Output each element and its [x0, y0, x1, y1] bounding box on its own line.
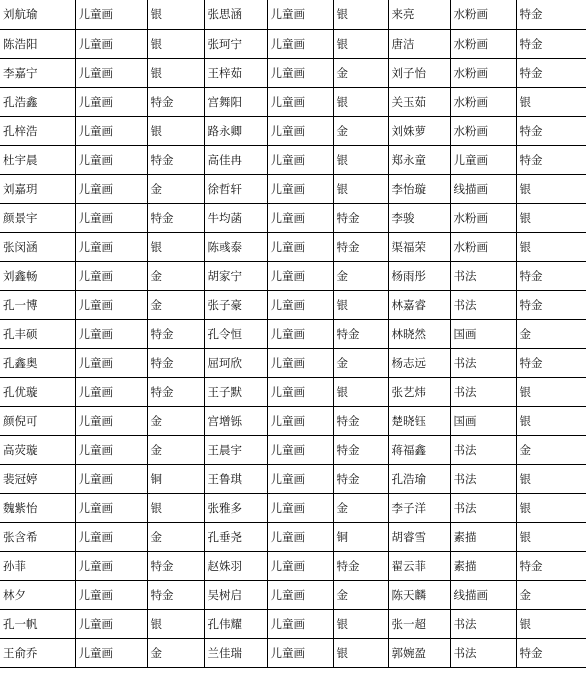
student-name-cell: 杨志远 [388, 348, 450, 377]
category-cell: 儿童画 [267, 87, 333, 116]
category-cell: 儿童画 [267, 522, 333, 551]
award-cell: 特金 [333, 435, 388, 464]
category-cell: 儿童画 [75, 522, 147, 551]
award-cell: 银 [516, 406, 586, 435]
category-cell: 儿童画 [75, 580, 147, 609]
award-cell: 银 [333, 29, 388, 58]
student-name-cell: 兰佳瑞 [204, 638, 267, 667]
category-cell: 儿童画 [450, 145, 516, 174]
student-name-cell: 陈浩阳 [0, 29, 75, 58]
student-name-cell: 王晨宇 [204, 435, 267, 464]
student-name-cell: 吴树启 [204, 580, 267, 609]
category-cell: 儿童画 [267, 377, 333, 406]
student-name-cell: 李怡璇 [388, 174, 450, 203]
category-cell: 儿童画 [267, 116, 333, 145]
table-row [0, 87, 586, 116]
award-cell: 银 [147, 29, 204, 58]
student-name-cell: 王俞乔 [0, 638, 75, 667]
category-cell: 儿童画 [75, 348, 147, 377]
student-name-cell: 李嘉宁 [0, 58, 75, 87]
category-cell: 儿童画 [75, 551, 147, 580]
award-cell: 银 [333, 145, 388, 174]
award-cell: 特金 [147, 551, 204, 580]
table-row [0, 551, 586, 580]
student-name-cell: 林嘉睿 [388, 290, 450, 319]
category-cell: 书法 [450, 435, 516, 464]
award-cell: 银 [147, 116, 204, 145]
category-cell: 书法 [450, 464, 516, 493]
category-cell: 水粉画 [450, 0, 516, 29]
category-cell: 儿童画 [267, 145, 333, 174]
student-name-cell: 宫增铄 [204, 406, 267, 435]
category-cell: 儿童画 [267, 406, 333, 435]
student-name-cell: 魏紫怡 [0, 493, 75, 522]
category-cell: 儿童画 [267, 290, 333, 319]
table-row [0, 261, 586, 290]
award-cell: 银 [516, 464, 586, 493]
award-cell: 特金 [516, 0, 586, 29]
category-cell: 儿童画 [267, 609, 333, 638]
student-name-cell: 李子洋 [388, 493, 450, 522]
category-cell: 儿童画 [75, 319, 147, 348]
table-row [0, 319, 586, 348]
table-row [0, 638, 586, 667]
table-row [0, 406, 586, 435]
award-cell: 金 [516, 580, 586, 609]
table-row [0, 348, 586, 377]
category-cell: 儿童画 [75, 174, 147, 203]
award-cell: 银 [147, 0, 204, 29]
category-cell: 书法 [450, 377, 516, 406]
student-name-cell: 孔梓浩 [0, 116, 75, 145]
award-cell: 特金 [147, 319, 204, 348]
student-name-cell: 翟云菲 [388, 551, 450, 580]
table-row [0, 174, 586, 203]
student-name-cell: 胡睿雪 [388, 522, 450, 551]
award-cell: 铜 [333, 522, 388, 551]
category-cell: 国画 [450, 319, 516, 348]
award-cell: 银 [516, 377, 586, 406]
category-cell: 儿童画 [75, 0, 147, 29]
award-cell: 特金 [333, 203, 388, 232]
table-row [0, 580, 586, 609]
student-name-cell: 李骏 [388, 203, 450, 232]
award-cell: 特金 [333, 232, 388, 261]
student-name-cell: 孔浩瑜 [388, 464, 450, 493]
student-name-cell: 孔伟耀 [204, 609, 267, 638]
student-name-cell: 刘姝萝 [388, 116, 450, 145]
category-cell: 儿童画 [267, 493, 333, 522]
category-cell: 儿童画 [75, 464, 147, 493]
student-name-cell: 唐洁 [388, 29, 450, 58]
award-cell: 特金 [516, 58, 586, 87]
student-name-cell: 关玉茹 [388, 87, 450, 116]
student-name-cell: 赵姝羽 [204, 551, 267, 580]
student-name-cell: 刘鑫畅 [0, 261, 75, 290]
student-name-cell: 郭婉盈 [388, 638, 450, 667]
category-cell: 儿童画 [75, 406, 147, 435]
award-cell: 银 [516, 609, 586, 638]
student-name-cell: 孔垂尧 [204, 522, 267, 551]
award-cell: 金 [516, 435, 586, 464]
category-cell: 儿童画 [267, 58, 333, 87]
category-cell: 儿童画 [267, 464, 333, 493]
award-cell: 金 [516, 319, 586, 348]
student-name-cell: 楚晓钰 [388, 406, 450, 435]
category-cell: 线描画 [450, 174, 516, 203]
award-cell: 特金 [516, 348, 586, 377]
student-name-cell: 刘嘉玥 [0, 174, 75, 203]
student-name-cell: 张思涵 [204, 0, 267, 29]
student-name-cell: 孔令恒 [204, 319, 267, 348]
award-cell: 银 [147, 493, 204, 522]
category-cell: 儿童画 [267, 0, 333, 29]
category-cell: 儿童画 [267, 638, 333, 667]
award-cell: 银 [516, 232, 586, 261]
award-cell: 特金 [147, 203, 204, 232]
award-cell: 特金 [516, 290, 586, 319]
award-cell: 金 [147, 638, 204, 667]
table-row [0, 609, 586, 638]
student-name-cell: 高佳冉 [204, 145, 267, 174]
table-row [0, 0, 586, 29]
award-cell: 银 [333, 87, 388, 116]
award-cell: 特金 [516, 116, 586, 145]
category-cell: 儿童画 [267, 319, 333, 348]
category-cell: 儿童画 [267, 29, 333, 58]
category-cell: 书法 [450, 493, 516, 522]
student-name-cell: 孔一博 [0, 290, 75, 319]
award-cell: 特金 [516, 551, 586, 580]
student-name-cell: 王梓茹 [204, 58, 267, 87]
category-cell: 素描 [450, 522, 516, 551]
student-name-cell: 孔丰硕 [0, 319, 75, 348]
category-cell: 儿童画 [75, 232, 147, 261]
category-cell: 儿童画 [75, 203, 147, 232]
table-row [0, 203, 586, 232]
student-name-cell: 孔优璇 [0, 377, 75, 406]
category-cell: 儿童画 [75, 290, 147, 319]
student-name-cell: 刘航瑜 [0, 0, 75, 29]
award-cell: 金 [147, 174, 204, 203]
category-cell: 水粉画 [450, 87, 516, 116]
award-cell: 金 [333, 580, 388, 609]
student-name-cell: 路永卿 [204, 116, 267, 145]
category-cell: 水粉画 [450, 29, 516, 58]
category-cell: 书法 [450, 638, 516, 667]
student-name-cell: 蒋福鑫 [388, 435, 450, 464]
table-row [0, 464, 586, 493]
award-cell: 特金 [147, 87, 204, 116]
award-cell: 银 [516, 87, 586, 116]
award-cell: 银 [516, 522, 586, 551]
category-cell: 儿童画 [267, 435, 333, 464]
category-cell: 水粉画 [450, 203, 516, 232]
category-cell: 国画 [450, 406, 516, 435]
award-cell: 银 [147, 232, 204, 261]
award-cell: 金 [333, 493, 388, 522]
student-name-cell: 孙菲 [0, 551, 75, 580]
category-cell: 儿童画 [267, 580, 333, 609]
award-cell: 特金 [147, 145, 204, 174]
student-name-cell: 林晓然 [388, 319, 450, 348]
category-cell: 书法 [450, 261, 516, 290]
student-name-cell: 徐哲轩 [204, 174, 267, 203]
category-cell: 儿童画 [75, 638, 147, 667]
award-cell: 金 [147, 406, 204, 435]
student-name-cell: 张含希 [0, 522, 75, 551]
category-cell: 儿童画 [75, 261, 147, 290]
table-row [0, 290, 586, 319]
table-row [0, 116, 586, 145]
student-name-cell: 宫舞阳 [204, 87, 267, 116]
student-name-cell: 屈珂欣 [204, 348, 267, 377]
table-row [0, 522, 586, 551]
category-cell: 儿童画 [267, 232, 333, 261]
student-name-cell: 林夕 [0, 580, 75, 609]
category-cell: 儿童画 [267, 348, 333, 377]
category-cell: 书法 [450, 609, 516, 638]
category-cell: 儿童画 [75, 609, 147, 638]
award-cell: 银 [333, 638, 388, 667]
category-cell: 儿童画 [75, 87, 147, 116]
award-cell: 特金 [516, 261, 586, 290]
award-cell: 金 [147, 522, 204, 551]
award-cell: 银 [147, 609, 204, 638]
student-name-cell: 张雅多 [204, 493, 267, 522]
award-cell: 金 [333, 116, 388, 145]
student-name-cell: 胡家宁 [204, 261, 267, 290]
student-name-cell: 颜景宇 [0, 203, 75, 232]
award-cell: 银 [147, 58, 204, 87]
table-row [0, 29, 586, 58]
category-cell: 儿童画 [267, 551, 333, 580]
award-cell: 特金 [516, 29, 586, 58]
award-cell: 银 [333, 609, 388, 638]
award-cell: 银 [516, 174, 586, 203]
student-name-cell: 来亮 [388, 0, 450, 29]
table-row [0, 145, 586, 174]
category-cell: 儿童画 [75, 493, 147, 522]
award-cell: 金 [333, 261, 388, 290]
student-name-cell: 孔一帆 [0, 609, 75, 638]
category-cell: 书法 [450, 348, 516, 377]
award-cell: 特金 [333, 551, 388, 580]
award-cell: 铜 [147, 464, 204, 493]
category-cell: 儿童画 [75, 377, 147, 406]
category-cell: 水粉画 [450, 116, 516, 145]
award-cell: 金 [147, 290, 204, 319]
student-name-cell: 陈彧泰 [204, 232, 267, 261]
student-name-cell: 孔鑫奥 [0, 348, 75, 377]
student-name-cell: 渠福荣 [388, 232, 450, 261]
award-cell: 银 [333, 0, 388, 29]
student-name-cell: 杜宇晨 [0, 145, 75, 174]
award-cell: 金 [333, 348, 388, 377]
award-cell: 金 [147, 261, 204, 290]
table-row [0, 493, 586, 522]
table-row [0, 377, 586, 406]
student-name-cell: 颜倪可 [0, 406, 75, 435]
award-cell: 特金 [147, 377, 204, 406]
category-cell: 素描 [450, 551, 516, 580]
award-cell: 特金 [147, 580, 204, 609]
category-cell: 儿童画 [75, 435, 147, 464]
student-name-cell: 张闵涵 [0, 232, 75, 261]
category-cell: 儿童画 [267, 203, 333, 232]
student-name-cell: 杨雨彤 [388, 261, 450, 290]
table-row [0, 232, 586, 261]
award-cell: 银 [333, 377, 388, 406]
award-cell: 特金 [147, 348, 204, 377]
student-name-cell: 王子默 [204, 377, 267, 406]
award-cell: 特金 [516, 145, 586, 174]
student-name-cell: 高荧璇 [0, 435, 75, 464]
student-name-cell: 郑永童 [388, 145, 450, 174]
award-cell: 特金 [333, 406, 388, 435]
category-cell: 儿童画 [75, 145, 147, 174]
student-name-cell: 刘子怡 [388, 58, 450, 87]
table-row [0, 58, 586, 87]
student-name-cell: 王鲁琪 [204, 464, 267, 493]
award-cell: 银 [516, 203, 586, 232]
student-name-cell: 张子豪 [204, 290, 267, 319]
category-cell: 儿童画 [75, 58, 147, 87]
award-cell: 特金 [516, 638, 586, 667]
student-name-cell: 张一超 [388, 609, 450, 638]
category-cell: 水粉画 [450, 58, 516, 87]
category-cell: 儿童画 [267, 261, 333, 290]
award-cell: 金 [333, 58, 388, 87]
student-name-cell: 裴冠婷 [0, 464, 75, 493]
student-name-cell: 张艺炜 [388, 377, 450, 406]
award-cell: 特金 [333, 464, 388, 493]
table-row [0, 435, 586, 464]
student-name-cell: 牛均菡 [204, 203, 267, 232]
award-cell: 银 [333, 290, 388, 319]
student-name-cell: 陈天麟 [388, 580, 450, 609]
category-cell: 线描画 [450, 580, 516, 609]
category-cell: 水粉画 [450, 232, 516, 261]
award-cell: 银 [516, 493, 586, 522]
category-cell: 书法 [450, 290, 516, 319]
category-cell: 儿童画 [75, 29, 147, 58]
award-cell: 金 [147, 435, 204, 464]
award-cell: 特金 [333, 319, 388, 348]
award-cell: 银 [333, 174, 388, 203]
category-cell: 儿童画 [267, 174, 333, 203]
student-name-cell: 孔浩鑫 [0, 87, 75, 116]
student-name-cell: 张珂宁 [204, 29, 267, 58]
category-cell: 儿童画 [75, 116, 147, 145]
